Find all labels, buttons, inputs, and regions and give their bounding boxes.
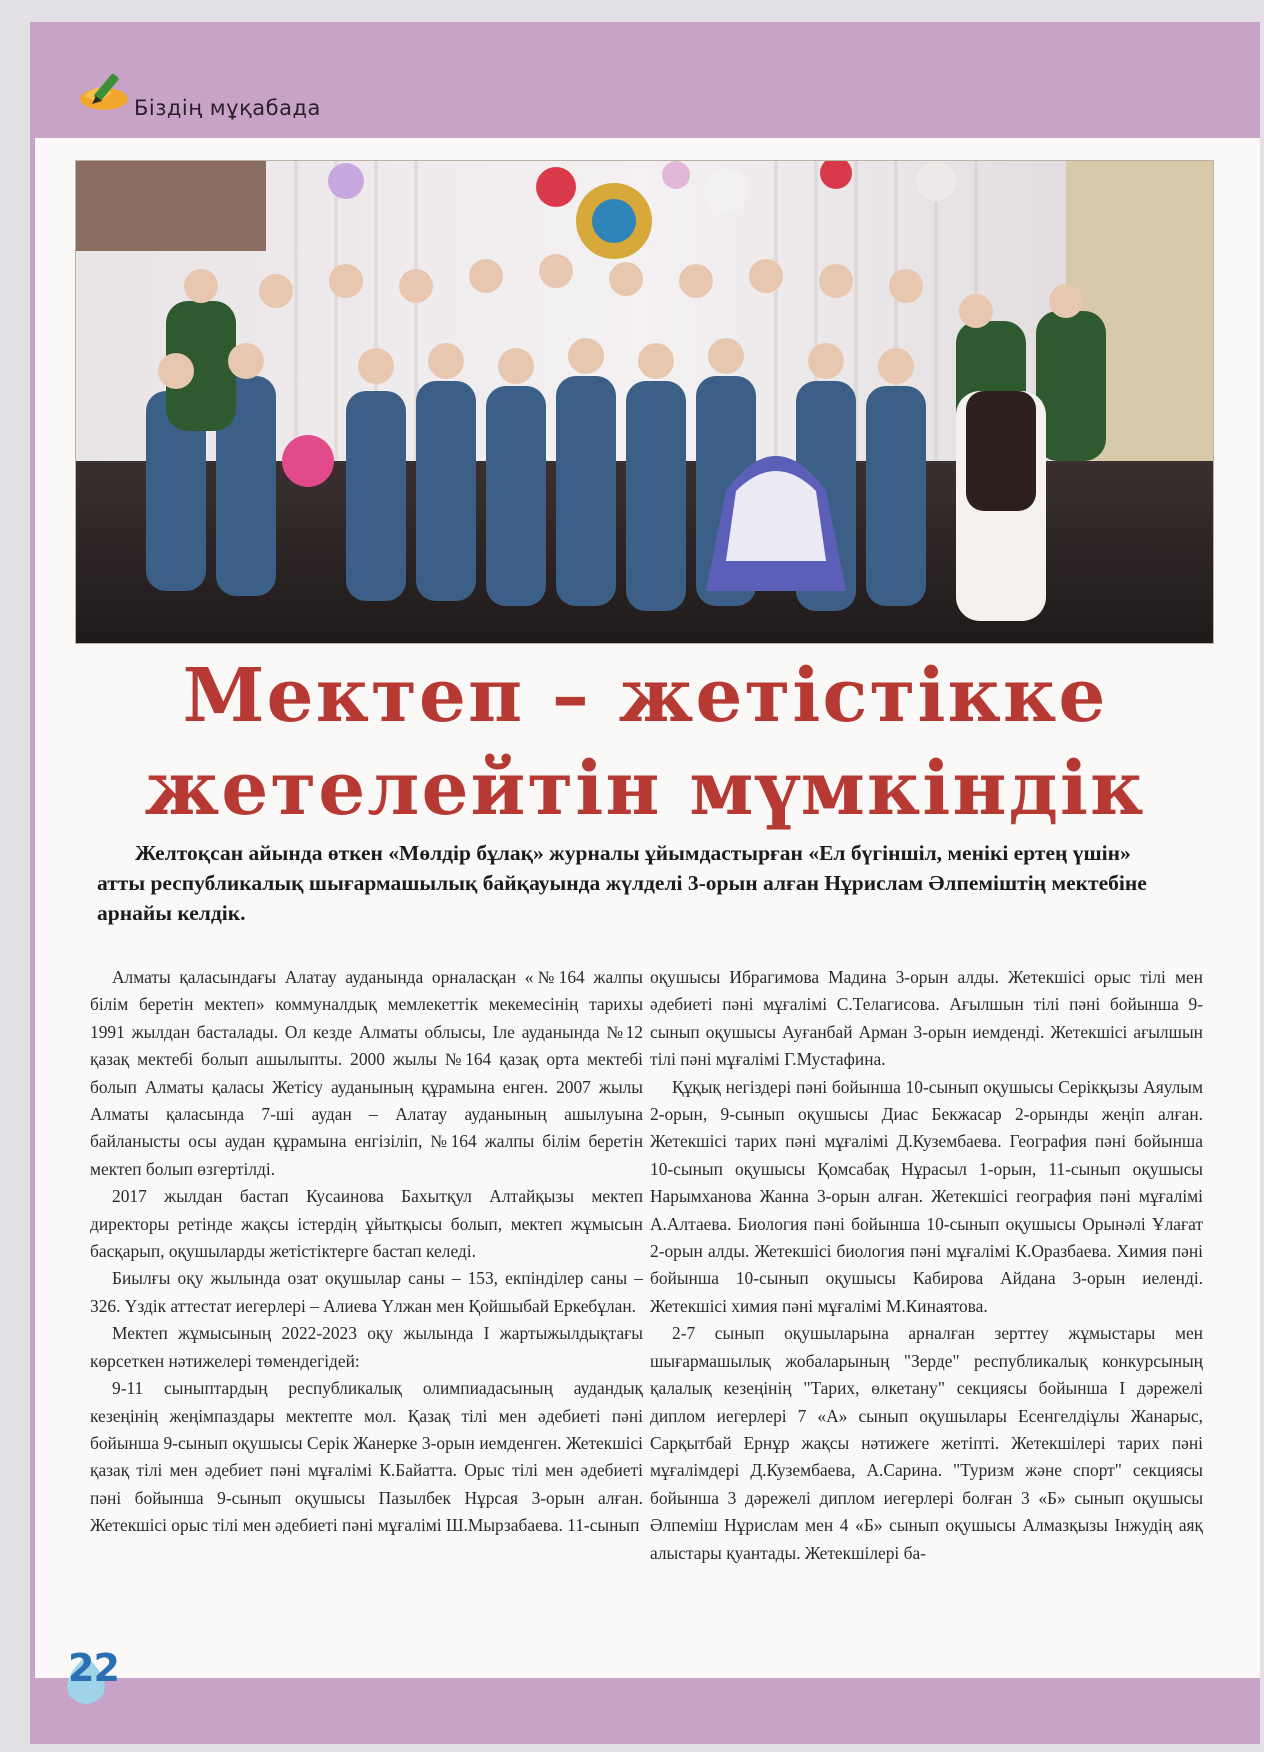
headline-line-1: Мектеп – жетістікке [182, 653, 1108, 739]
paragraph: Алматы қаласындағы Алатау ауданында орналасқан «№164 жалпы білім беретін мектеп» коммуналдық мемлекеттік мекемесінің тарихы 1991 жылдан басталады. Ол кезде Алматы облысы, Іле ауданында №12 қазақ мектебі болып ашылыпты. 2000 жылы №164 қазақ орта мектебі болып Алматы қаласы Жетісу ауданының құрамына енген. 2007 жылы Алматы қаласында 7-ші аудан – Алатау ауданының ашылуына байланысты осы аудан құрамына енгізіліп, №164 жалпы білім беретін мектеп болып өзгертілді. [90, 967, 643, 1179]
header-band [30, 22, 1260, 138]
headline-line-2: жетелейтін мүмкіндік [144, 746, 1146, 832]
paragraph: Құқық негіздері пәні бойынша 10-сынып оқушысы Серікқызы Аяулым 2-орын, 9-сынып оқушысы Диас Бекжасар 2-орынды жеңіп алған. Жетекшісі тарих пәні мұғалімі Д.Кузембаева. География пәні бойынша 10-сынып оқушысы Қомсабақ Нұрасыл 1-орын, 11-сынып оқушысы Нарымханова Жанна 3-орын алған. Жетекшісі география пәні мұғалімі А.Алтаева. Биология пәні бойынша 10-сынып оқушысы Орынәлі Ұлағат 2-орын алды. Жетекшісі биология пәні мұғалімі К.Оразбаева. Химия пәні бойынша 10-сынып оқушысы Кабирова Айдана 3-орын иеленді. Жетекшісі химия пәні мұғалімі М.Кинаятова. [650, 1076, 1203, 1316]
page-content [35, 138, 1260, 1678]
paragraph: 2017 жылдан бастап Кусаинова Бахытқул Алтайқызы мектеп директоры ретінде жақсы істердің ұйытқысы болып, мектеп жұмысын басқарып, оқушыларды жетістіктерге бастап келеді. [90, 1186, 643, 1262]
page-number: 22 [68, 1646, 119, 1690]
magazine-page [30, 22, 1260, 1744]
paragraph: 2-7 сынып оқушыларына арналған зерттеу жұмыстары мен шығармашылық жобаларының "Зерде" республикалық конкурсының қалалық кезеңінің "Тарих, өлкетану" секциясы бойынша I дәрежелі диплом иегерлері 7 «А» сынып оқушылары Есенгелдіұлы Жанарыс, Сарқытбай Ернұр жақсы нәтижеге жетіпті. Жетекшілері тарих пәні мұғалімдері Д.Кузембаева, А.Сарина. "Туризм және спорт" секциясы бойынша 3 дәрежелі диплом иегерлері болған 3 «Б» сынып оқушысы Әлпеміш Нұрислам мен 4 «Б» сынып оқушысы Алмазқызы Інжудің аяқ алыстары қуантады. Жетекшілері ба- [650, 1323, 1203, 1563]
paragraph: 9-11 сыныптардың республикалық олимпиадасының аудандық кезеңінің жеңімпаздары мектепте мол. Қазақ тілі мен әдебиеті пәні бойынша 9-сынып оқушысы Серік Жанерке 3-орын иемденген. Жетекшісі қазақ тілі мен әдебиет пәні мұғалімі К.Байатта. Орыс тілі мен әдебиеті пәні бойынша 9-сынып оқушысы Пазылбек Нұрсая 3-орын алған. Жетекшісі орыс тілі мен әдебиеті пәні мұғалімі Ш.Мырзабаева. 11-сынып [90, 1378, 643, 1536]
paragraph: Мектеп жұмысының 2022-2023 оқу жылында I жартыжылдықтағы көрсеткен нәтижелері төмендегідей: [90, 1323, 643, 1371]
footer-band [30, 1678, 1260, 1744]
article-column-left [90, 964, 643, 1540]
article-lead: Желтоқсан айында өткен «Мөлдір бұлақ» журналы ұйымдастырған «Ел бүгіншіл, менікі ертең үшін» атты республикалық шығармашылық байқауында жүлделі 3-орын алған Нұрислам Әлпеміштің мектебіне арнайы келдік. [97, 841, 1147, 925]
pencil-drop-icon [78, 66, 136, 112]
article-column-right [650, 964, 1203, 1567]
section-label: Біздің мұқабада [134, 96, 321, 120]
paragraph: Биылғы оқу жылында озат оқушылар саны – 153, екпінділер саны – 326. Үздік аттестат иегерлері – Алиева Үлжан мен Қойшыбай Еркебұлан. [90, 1268, 643, 1316]
group-photo [75, 160, 1214, 644]
article-headline [75, 650, 1215, 836]
paragraph: оқушысы Ибрагимова Мадина 3-орын алды. Жетекшісі орыс тілі мен әдебиеті пәні мұғалімі С.Телагисова. Ағылшын тілі пәні бойынша 9-сынып оқушысы Ауғанбай Арман 3-орын иемденді. Жетекшісі ағылшын тілі пәні мұғалімі Г.Мустафина. [650, 967, 1203, 1070]
